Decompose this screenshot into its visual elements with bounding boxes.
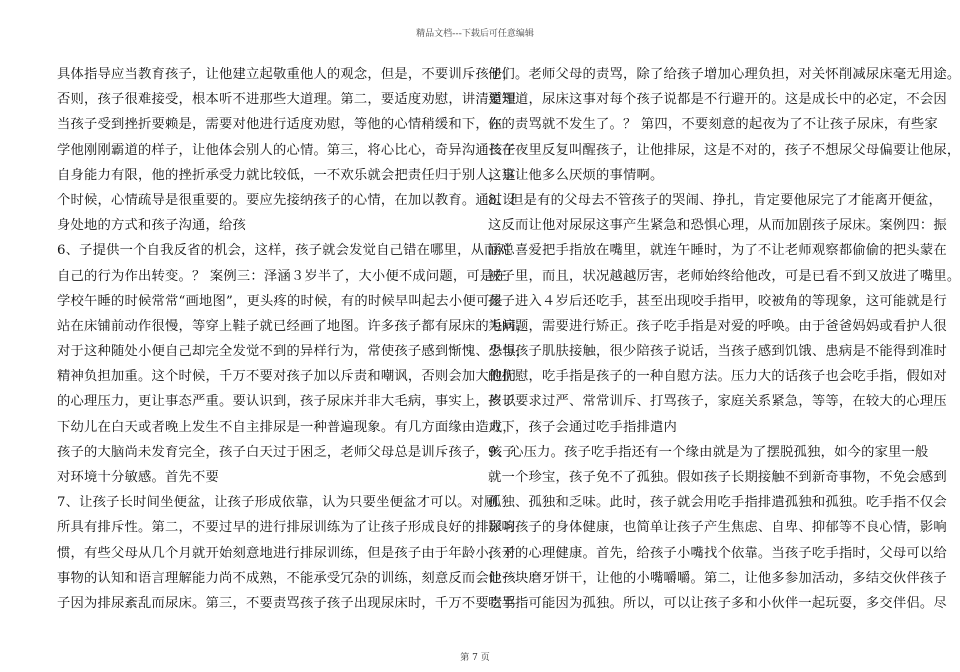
text-line: 7、让孩子长时间坐便盆，让孩子形成依靠，认为只要坐便盆才可以。对厕: [57, 495, 498, 511]
text-line: 吃手指可能因为孤独。所以，可以让孩子多和小伙伴一起玩耍，多交伴侣。尽: [488, 595, 947, 611]
text-line: 他一块磨牙饼干，让他的小嘴嚼嚼。第二，让他多参加活动，多结交伙伴孩子: [488, 570, 947, 586]
text-line: 就一个珍宝，孩子免不了孤独。假如孩子长期接触不到新奇事物，不免会感到: [488, 470, 947, 485]
text-line: 孩子进入４岁后还吃手，甚至出现咬手指甲，咬被角的等现象，这可能就是行: [488, 293, 947, 309]
text-line: 为问题，需要进行矫正。孩子吃手指是对爱的呼唤。由于爸爸妈妈或看护人很: [488, 318, 947, 334]
text-line: 这反而让他对尿尿这事产生紧急和恐惧心理，从而加剧孩子尿床。案例四：振: [488, 218, 947, 234]
text-line: 子因为排尿紊乱而尿床。第三，不要责骂孩子孩子出现尿床时，千万不要责骂: [57, 595, 516, 611]
text-line: 学校午睡的时候常常“画地图”，更头疼的时候，有的时候早叫起去小便可是: [57, 293, 503, 309]
text-line: 要知道，尿床这事对每个孩子说都是不行避开的。这是成长中的必定，不会因: [488, 92, 947, 108]
text-line: 惯，有些父母从几个月就开始刻意地进行排尿训练，但是孩子由于年龄小，对: [57, 545, 516, 561]
text-line: 8、但是有的父母去不管孩子的哭闹、挣扎，肯定要他尿完了才能离开便盆，: [488, 192, 943, 208]
text-line: 自己的行为作出转变。？ 案例三：泽涵３岁半了，大小便不成问题，可是在: [57, 268, 507, 284]
text-line: 具体指导应当教育孩子，让他建立起敬重他人的观念，但是，不要训斥孩子，: [57, 67, 516, 82]
page-footer: 第 7 页: [460, 653, 490, 663]
text-line: 9、心压力。孩子吃手指还有一个缘由就是为了摆脱孤独，如今的家里一般: [488, 444, 929, 460]
text-line: 个时候，心情疏导是很重要的。要应先接纳孩子的心情，在加以教育。通过设: [57, 192, 516, 208]
text-line: 站在床铺前动作很慢，等穿上鞋子就已经画了地图。许多孩子都有尿床的毛病，: [57, 318, 530, 334]
text-line: 自身能力有限，他的挫折承受力就比较低，一不欢乐就会把责任归于别人，这: [57, 167, 516, 183]
text-line: 当孩子受到挫折要赖是，需要对他进行适度劝慰，等他的心情稍缓和下，在: [57, 117, 503, 133]
text-line: 孤独、孤独和乏味。此时，孩子就会用吃手指排遣孤独和孤独。吃手指不仅会: [488, 495, 947, 511]
text-line: 事物的认知和语言理解能力尚不成熟，不能承受冗杂的训练，刻意反而会让孩: [57, 570, 516, 586]
text-line: 对环境十分敏感。首先不要: [57, 470, 219, 485]
text-line: 下幼儿在白天或者晚上发生不自主排尿是一种普遍现象。有几方面缘由造成，: [57, 419, 516, 435]
text-line: 身处地的方式和孩子沟通，给孩: [57, 218, 246, 234]
right-column: [488, 62, 960, 616]
text-line: 精神负担加重。这个时候，千万不要对孩子加以斥责和嘲讽，否则会加大他们: [57, 369, 516, 385]
text-line: 长在夜里反复叫醒孩子，让他排尿，这是不对的，孩子不想尿父母偏要让他尿，: [488, 142, 960, 158]
text-line: 你的责骂就不发生了。？ 第四，不要刻意的起夜为了不让孩子尿床，有些家: [488, 117, 938, 133]
text-line: 这事让他多么厌烦的事情啊。: [488, 167, 664, 183]
text-line: 涵总喜爱把手指放在嘴里，就连午睡时，为了不让老师观察都偷偷的把头蒙在: [488, 243, 947, 259]
text-line: 孩子要求过严、常常训斥、打骂孩子，家庭关系紧急，等等，在较大的心理压: [488, 394, 947, 410]
page-header: 精品文档---下载后可任意编辑: [416, 29, 534, 39]
text-line: 影响孩子的身体健康，也简单让孩子产生焦虑、自卑、抑郁等不良心情，影响: [488, 520, 947, 536]
text-line: 的抚慰，吃手指是孩子的一种自慰方法。压力大的话孩子也会吃手指，假如对: [488, 369, 947, 385]
text-line: 他们。老师父母的责骂，除了给孩子增加心理负担，对关怀削减尿床毫无用途。: [488, 67, 960, 82]
text-line: 学他刚刚霸道的样子，让他体会别人的心情。第三，将心比心，奇异沟通孩子: [57, 142, 516, 158]
text-line: 对于这种随处小便自己却完全发觉不到的异样行为，常使孩子感到惭愧、恐惧，: [57, 344, 530, 360]
text-line: 孩子的大脑尚未发育完全，孩子白天过于困乏，老师父母总是训斥孩子，孩子: [57, 444, 516, 460]
text-line: 少与孩子肌肤接触，很少陪孩子说话，当孩子感到饥饿、患病是不能得到准时: [488, 344, 947, 360]
text-line: 所具有排斥性。第二，不要过早的进行排尿训练为了让孩子形成良好的排尿习: [57, 520, 516, 536]
text-line: 否则，孩子很难接受，根本听不进那些大道理。第二，要适度劝慰，讲清道理: [57, 92, 516, 108]
text-line: 孩子的心理健康。首先，给孩子小嘴找个依靠。当孩子吃手指时，父母可以给: [488, 545, 947, 561]
left-column: [57, 62, 530, 616]
text-line: 6、子提供一个自我反省的机会，这样，孩子就会发觉自己错在哪里，从而对: [57, 243, 512, 259]
text-line: 被子里，而且，状况越越厉害，老师始终给他改，可是已看不到又放进了嘴里。: [488, 268, 960, 284]
text-line: 力下，孩子会通过吃手指排遣内: [488, 419, 677, 435]
text-line: 的心理压力，更让事态严重。要认识到，孩子尿床并非大毛病，事实上，岁以: [57, 394, 516, 410]
